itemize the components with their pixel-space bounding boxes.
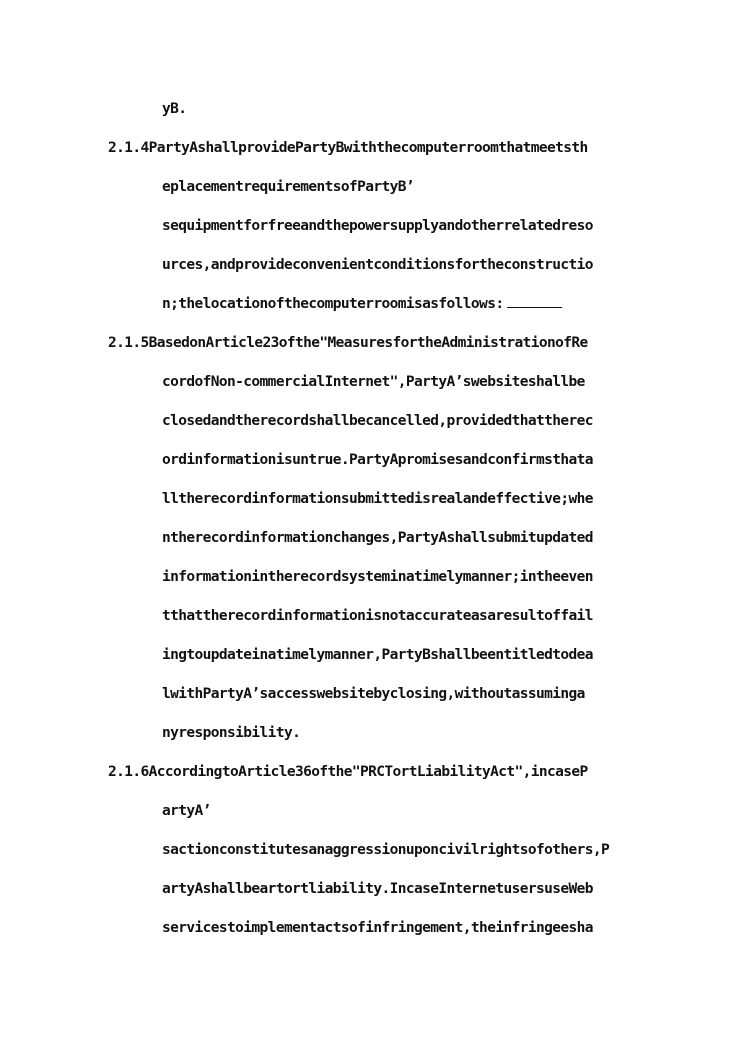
text-line: artyA’ xyxy=(162,803,211,819)
text-line: eplacementrequirementsofPartyB’ xyxy=(162,179,415,195)
clause-heading-2-1-4: 2.1.4PartyAshallprovidePartyBwiththecomputerroomthatmeetsth xyxy=(108,140,588,156)
text-line: ordinformationisuntrue.PartyApromisesandconfirmsthata xyxy=(162,452,593,468)
clause-heading-2-1-5: 2.1.5BasedonArticle23ofthe"MeasuresfortheAdministrationofRe xyxy=(108,335,588,351)
text-line: tthattherecordinformationisnotaccurateasaresultoffail xyxy=(162,608,593,624)
text-line: lwithPartyA’saccesswebsitebyclosing,withoutassuminga xyxy=(162,686,585,702)
text-line: yB. xyxy=(162,101,187,117)
text-line: urces,andprovideconvenientconditionsfortheconstructio xyxy=(162,257,593,273)
text-line: closedandtherecordshallbecancelled,providedthattherec xyxy=(162,413,593,429)
text-line-with-blank xyxy=(162,295,562,313)
text-line: cordofNon-commercialInternet",PartyA’swebsiteshallbe xyxy=(162,374,585,390)
text-line: sequipmentforfreeandthepowersupplyandotherrelatedreso xyxy=(162,218,593,234)
text-line: n;thelocationofthecomputerroomisasfollows: xyxy=(162,296,504,312)
text-line: sactionconstitutesanaggressionuponcivilrightsofothers,P xyxy=(162,842,610,858)
text-line: ingtoupdateinatimelymanner,PartyBshallbeentitledtodea xyxy=(162,647,593,663)
clause-heading-2-1-6: 2.1.6AccordingtoArticle36ofthe"PRCTortLiabilityAct",incaseP xyxy=(108,764,588,780)
text-line: nyresponsibility. xyxy=(162,725,301,741)
text-line: ntherecordinformationchanges,PartyAshallsubmitupdated xyxy=(162,530,593,546)
text-line: artyAshallbeartortliability.IncaseInternetusersuseWeb xyxy=(162,881,593,897)
text-line: lltherecordinformationsubmittedisrealandeffective;whe xyxy=(162,491,593,507)
fill-in-blank xyxy=(507,295,562,308)
text-line: servicestoimplementactsofinfringement,theinfringeesha xyxy=(162,920,593,936)
text-line: informationintherecordsysteminatimelymanner;intheeven xyxy=(162,569,593,585)
